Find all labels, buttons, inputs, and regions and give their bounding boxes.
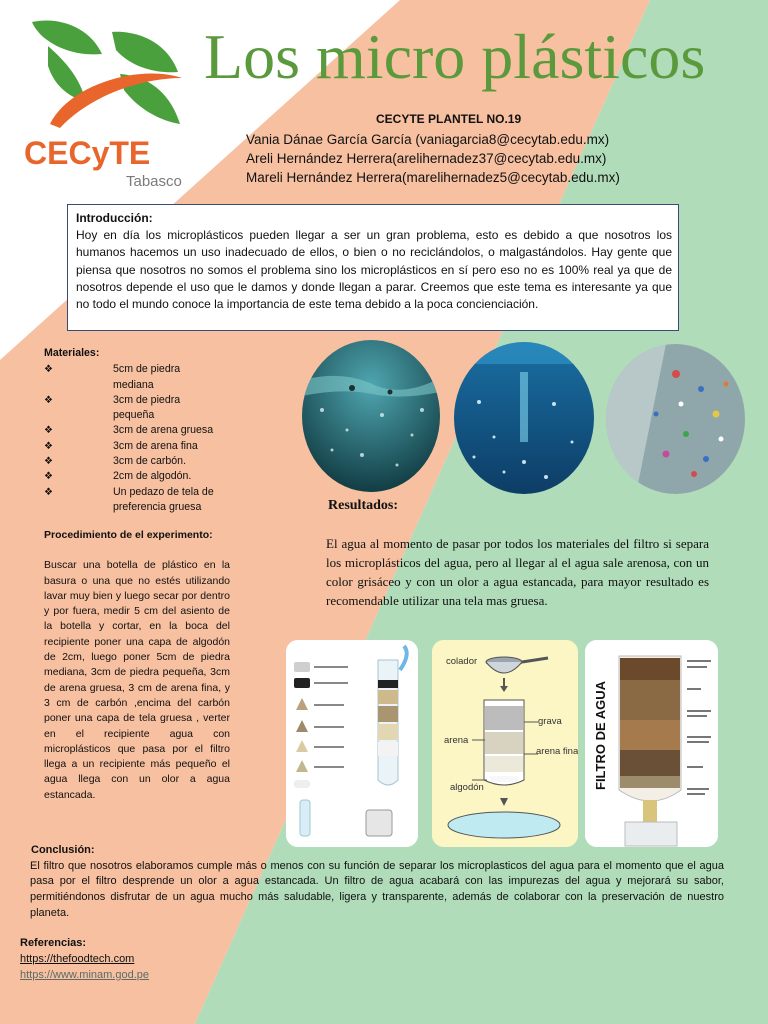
label-arena: arena [444,735,469,746]
diamond-bullet-icon: ❖ [44,456,53,468]
diamond-bullet-icon: ❖ [44,364,53,376]
ocean-microplastics-photo [606,344,745,494]
material-item: ❖ 3cm de arena fina [44,439,234,454]
introduction-box [67,204,679,331]
results-text: El agua al momento de pasar por todos los materiales del filtro si separa los microplásticos del agua, pero al llegar al el agua sale arenosa, con un color grisáceo y con un olor a agua estancada, para mayor resultado es recomendable utilizar una tela mas gruesa. [326,536,709,608]
material-item: ❖ 2cm de algodón. [44,469,234,484]
author-line: Mareli Hernández Herrera(marelihernadez5@cecytab.edu.mx) [246,170,620,185]
conclusion-text: El filtro que nosotros elaboramos cumple más o menos con su función de separar los microplasticos del agua para el momento que el agua pasa por el filtro desprende un olor a agua estancada. Un filtro de agua acabará con las impurezas del agua y mejorará su sabor, permitiéndonos disfrutar de un agua mucho más saludable, ligera y transparente, además de colaborar con la preservación de nuestro planeta. [30,859,724,919]
material-item: ❖ 3cm de arena gruesa [44,423,234,438]
conclusion-heading: Conclusión: [31,844,95,856]
introduction-text: Hoy en día los microplásticos pueden llegar a ser un gran problema, esto es debido a que nosotros los humanos hacemos un uso inadecuado de ellos, o bien o no reciclándolos, o malgastándolos. Hay gente que piensa que nosotros no somos el problema sino los microplásticos en sí pero eso no es 100% real ya que de nosotros depende el uso que le damos y donde llegan a parar. Creemos que este tema es interesante ya que no todo el mundo conoce la importancia de este tema debido a la poca concienciación. [76,228,672,312]
school-name: CECYTE PLANTEL NO.19 [376,112,522,126]
filter-materials-infographic [286,640,418,847]
ocean-microplastics-photo [302,340,440,492]
filter-diagram [432,640,578,847]
label-algodon: algodón [450,782,484,793]
author-list [246,130,620,187]
material-item: ❖ Un pedazo de tela de preferencia gruesa [44,485,234,516]
logo-wordmark: CECyTE [24,135,151,171]
references-section [20,935,149,983]
material-item: ❖ 3cm de piedra pequeña [44,393,234,424]
introduction-heading: Introducción: [76,211,153,225]
logo-subtitle: Tabasco [126,173,182,189]
material-item: ❖ 5cm de piedra mediana [44,362,234,393]
references-heading: Referencias: [20,937,87,949]
materials-heading: Materiales: [44,347,100,359]
reference-link[interactable]: https://thefoodtech.com [20,953,135,965]
diamond-bullet-icon: ❖ [44,471,53,483]
materials-section [44,346,234,515]
author-line: Areli Hernández Herrera(arelihernadez37@cecytab.edu.mx) [246,151,607,166]
page-title: Los micro plásticos [204,21,706,92]
cecyte-logo [20,14,195,189]
filter-photo [585,640,718,847]
label-colador: colador [446,656,478,667]
label-arena-fina: arena fina [536,746,578,757]
material-item: ❖ 3cm de carbón. [44,454,234,469]
label-grava: grava [538,716,562,727]
reference-link[interactable]: https://www.minam.god.pe [20,969,150,981]
filter-photo-title: FILTRO DE AGUA [593,680,608,790]
conclusion-section [30,843,724,922]
procedure-heading: Procedimiento de el experimento: [44,529,213,541]
author-line: Vania Dánae García García (vaniagarcia8@cecytab.edu.mx) [246,132,610,147]
ocean-microplastics-photo [454,342,594,494]
diamond-bullet-icon: ❖ [44,394,53,406]
diamond-bullet-icon: ❖ [44,425,53,437]
diamond-bullet-icon: ❖ [44,440,53,452]
diamond-bullet-icon: ❖ [44,486,53,498]
procedure-section [44,528,230,803]
results-heading: Resultados: [328,498,399,513]
procedure-text: Buscar una botella de plástico en la basura o una que no estés utilizando lavar muy bien y luego secar por dentro y por fuera, medir 5 cm del asiento de la botella y cortar, en la boca del recipiente poner una capa de algodón de 2cm, luego poner 5cm de piedra mediana, 3cm de piedra pequeña, 3cm de arena gruesa, 3 cm de arena fina, y 3 cm de carbón ,encima del carbón poner una capa de tela gruesa , verter en el recipiente agua con microplásticos que pasa por el filtro llega a un recipiente más pequeño el agua llega con un olor a agua estancada. [44,559,230,801]
